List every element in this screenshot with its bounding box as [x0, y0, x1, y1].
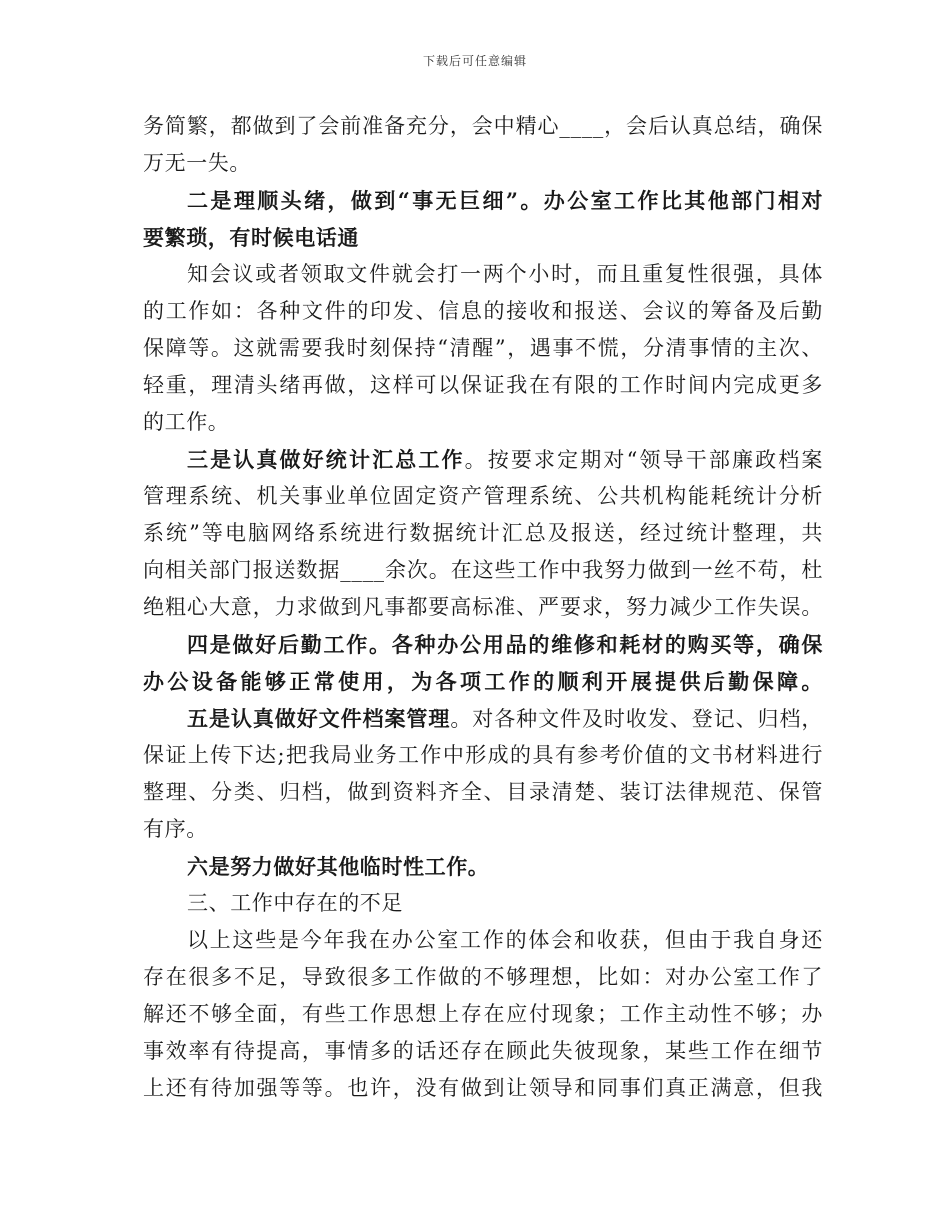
text-segment: 系统”等电脑网络系统进行数据统计汇总及报送，经过统计整理，共 [143, 521, 823, 545]
text-segment: 保障等。这就需要我时刻保持“清醒”，遇事不慌，分清事情的主次、 [143, 336, 823, 360]
text-segment: 保证上传下达;把我局业务工作中形成的具有参考价值的文书材料进行 [143, 743, 823, 767]
text-line [143, 922, 823, 959]
bold-text-segment: 要繁琐，有时候电话通 [143, 225, 359, 250]
page-header: 下载后可任意编辑 [422, 54, 527, 68]
text-segment: 绝粗心大意，力求做到凡事都要高标准、严要求，努力减少工作失误。 [143, 595, 823, 619]
text-line [143, 811, 823, 848]
bold-text-segment: 五是认真做好文件档案管理 [187, 706, 451, 731]
text-segment: 。按要求定期对“领导干部廉政档案 [464, 448, 823, 472]
bold-text-segment: 六是努力做好其他临时性工作。 [187, 854, 490, 879]
text-line [143, 293, 823, 330]
text-line [143, 996, 823, 1033]
text-line [143, 108, 823, 145]
bold-text-segment: 三是认真做好统计汇总工作 [187, 447, 465, 472]
text-line [143, 589, 823, 626]
bold-text-segment: 四是做好后勤工作。各种办公用品的维修和耗材的购买等，确保 [187, 632, 823, 657]
text-segment: 管理系统、机关事业单位固定资产管理系统、公共机构能耗统计分析 [143, 484, 823, 508]
text-line [143, 626, 823, 663]
text-segment: 以上这些是今年我在办公室工作的体会和收获，但由于我自身还 [187, 928, 823, 952]
text-line [143, 145, 823, 182]
text-segment: 的工作如：各种文件的印发、信息的接收和报送、会议的筹备及后勤 [143, 299, 823, 323]
text-segment: 整理、分类、归档，做到资料齐全、目录清楚、装订法律规范、保管 [143, 780, 823, 804]
text-line [143, 182, 823, 219]
text-line [143, 774, 823, 811]
text-segment: 事效率有待提高，事情多的话还存在顾此失彼现象，某些工作在细节 [143, 1039, 823, 1063]
text-line [143, 515, 823, 552]
bold-text-segment: 二是理顺头绪，做到“事无巨细”。办公室工作比其他部门相对 [187, 188, 823, 213]
text-segment: 解还不够全面，有些工作思想上存在应付现象；工作主动性不够；办 [143, 1002, 823, 1026]
text-segment: 的工作。 [143, 410, 230, 434]
text-segment: 知会议或者领取文件就会打一两个小时，而且重复性很强，具体 [187, 262, 823, 286]
text-line [143, 552, 823, 589]
bold-text-segment: 办公设备能够正常使用，为各项工作的顺利开展提供后勤保障。 [143, 669, 823, 694]
text-line [143, 441, 823, 478]
text-segment: 轻重，理清头绪再做，这样可以保证我在有限的工作时间内完成更多 [143, 373, 823, 397]
text-line [143, 848, 823, 885]
text-segment: 有序。 [143, 817, 208, 841]
text-line [143, 404, 823, 441]
document-body [143, 108, 823, 1107]
text-line [143, 959, 823, 996]
text-segment: 上还有待加强等等。也许，没有做到让领导和同事们真正满意，但我 [143, 1076, 823, 1100]
text-line [143, 478, 823, 515]
text-segment: 存在很多不足，导致很多工作做的不够理想，比如：对办公室工作了 [143, 965, 823, 989]
text-line [143, 256, 823, 293]
text-line [143, 1070, 823, 1107]
text-line [143, 1033, 823, 1070]
text-segment: 万无一失。 [143, 151, 251, 175]
text-segment: 向相关部门报送数据____余次。在这些工作中我努力做到一丝不苟，杜 [143, 558, 823, 582]
text-line [143, 737, 823, 774]
text-line [143, 367, 823, 404]
text-segment: 。对各种文件及时收发、登记、归档， [450, 707, 823, 731]
text-line [143, 330, 823, 367]
text-line [143, 663, 823, 700]
text-line [143, 219, 823, 256]
text-segment: 务简繁，都做到了会前准备充分，会中精心____，会后认真总结，确保 [143, 114, 823, 138]
text-line [143, 700, 823, 737]
text-segment: 三、工作中存在的不足 [187, 891, 403, 915]
text-line [143, 885, 823, 922]
